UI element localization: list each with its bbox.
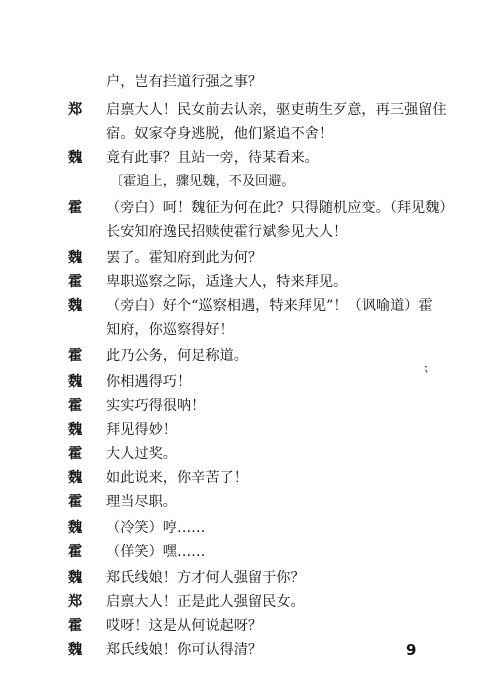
dialogue-text: 启禀大人！正是此人强留民女。 (106, 594, 305, 610)
dialogue-text: 郑氏线娘！方才何人强留于你？ (106, 570, 305, 586)
dialogue-text: （冷笑）哼…… (106, 520, 206, 536)
speaker-label: 郑 (68, 594, 83, 610)
speaker-label: 霍 (68, 446, 83, 462)
speaker-label: 霍 (68, 348, 83, 364)
dialogue-text: 知府，你巡察得好！ (106, 322, 234, 338)
speaker-label: 魏 (68, 642, 83, 658)
page-number: 9 (406, 641, 417, 659)
dialogue-text: 哎呀！这是从何说起呀？ (106, 618, 263, 634)
speaker-label: 郑 (68, 102, 83, 118)
speaker-label: 魏 (68, 374, 83, 390)
dialogue-text: 如此说来，你辛苦了！ (106, 470, 248, 486)
dialogue-text: （佯笑）嘿…… (106, 544, 206, 560)
stage-direction: 〔霍追上，骤见魏，不及回避。 (110, 174, 295, 189)
speaker-label: 魏 (68, 570, 83, 586)
speaker-label: 魏 (68, 150, 83, 166)
speaker-label: 霍 (68, 618, 83, 634)
dialogue-text: （旁白）好个“巡察相遇，特来拜见”！（讽喻道）霍 (106, 298, 433, 314)
dialogue-text: 此乃公务，何足称道。 (106, 348, 248, 364)
dialogue-text: 卑职巡察之际，适逢大人，特来拜见。 (106, 274, 348, 290)
dialogue-text: 拜见得妙！ (106, 422, 177, 438)
speaker-label: 魏 (68, 422, 83, 438)
speaker-label: 魏 (68, 250, 83, 266)
dialogue-text: 大人过奖。 (106, 446, 177, 462)
dialogue-text: 你相遇得巧！ (106, 374, 192, 390)
speaker-label: 霍 (68, 544, 83, 560)
dialogue-text: 启禀大人！民女前去认亲，驱吏萌生歹意，再三强留住 (106, 102, 447, 118)
dialogue-text: 郑氏线娘！你可认得清？ (106, 642, 263, 658)
speaker-label: 霍 (68, 398, 83, 414)
dialogue-text: 竟有此事？且站一旁，待某看来。 (106, 150, 319, 166)
dialogue-text: （旁白）呵！魏征为何在此？只得随机应变。（拜见魏） (106, 200, 454, 216)
speaker-label: 霍 (68, 274, 83, 290)
dialogue-text: 长安知府逸民招赎使霍行斌参见大人！ (106, 224, 348, 240)
dialogue-text: 罢了。霍知府到此为何？ (106, 250, 263, 266)
speaker-label: 霍 (68, 494, 83, 510)
speaker-label: 魏 (68, 520, 83, 536)
speaker-label: 魏 (68, 470, 83, 486)
dialogue-text: 户，岂有拦道行强之事？ (106, 74, 263, 90)
dialogue-text: 宿。奴家夺身逃脱，他们紧追不舍！ (106, 126, 334, 142)
dialogue-text: 实实巧得很呐！ (106, 398, 206, 414)
dialogue-text: 理当尽职。 (106, 494, 177, 510)
speaker-label: 霍 (68, 200, 83, 216)
margin-mark: ⁏ (424, 360, 429, 374)
speaker-label: 魏 (68, 298, 83, 314)
